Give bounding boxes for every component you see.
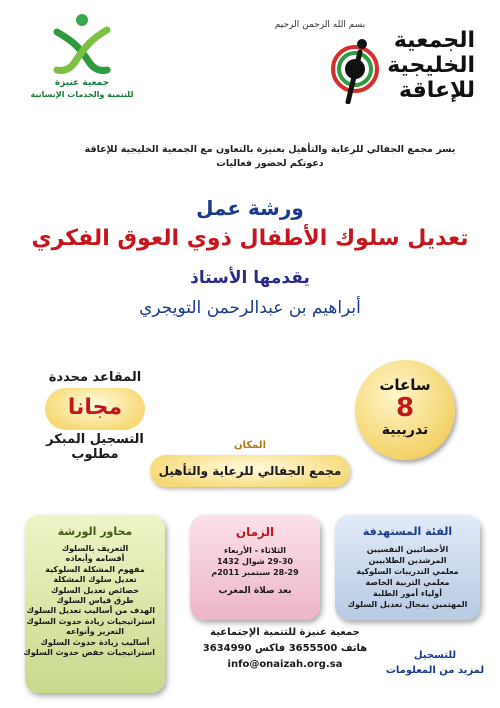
right-logo-line2: الخليجية xyxy=(387,53,475,78)
time-list xyxy=(200,545,310,578)
list-item: مفهوم المشكلة السلوكية xyxy=(45,564,145,574)
list-item: طرق قياس السلوك xyxy=(56,596,134,606)
required-text: مطلوب xyxy=(71,447,119,462)
target-list xyxy=(345,544,470,610)
register-line1: للتسجيل xyxy=(413,650,457,661)
presenter-name: أبراهيم بن عبدالرحمن التويجري xyxy=(139,298,361,318)
list-item: معلمي التربية الخاصة xyxy=(365,578,450,587)
phone-fax: هاتف 3655500 فاكس 3634990 xyxy=(202,643,368,654)
intro-line2: دعوتكم لحضور فعاليات xyxy=(216,158,324,169)
list-item: أقسامه وأبعاده xyxy=(65,554,125,564)
list-item: 28-29 سبتمبر 2011م xyxy=(211,568,299,577)
seats-limited-text: المقاعد محددة xyxy=(48,370,142,385)
topics-list xyxy=(23,544,155,658)
list-item: استراتيجيات زيادة حدوث السلوك xyxy=(26,616,155,626)
workshop-topics-card xyxy=(25,515,165,693)
time-title: الزمان xyxy=(235,525,275,539)
list-item: أولياء أمور الطلبة xyxy=(373,589,442,598)
workshop-title: تعديل سلوك الأطفال ذوي العوق الفكري xyxy=(31,226,469,251)
list-item: المهتمين بمجال تعديل السلوك xyxy=(347,600,468,609)
time-footer: بعد صلاة المغرب xyxy=(218,586,292,596)
list-item: الأخصائيين النفسيين xyxy=(366,545,449,554)
intro-text xyxy=(60,143,480,171)
target-audience-card xyxy=(335,515,480,620)
list-item: تعديل سلوك المشكلة xyxy=(53,575,137,585)
list-item: خصائص تعديل السلوك xyxy=(51,585,139,595)
training-hours-badge xyxy=(355,360,455,460)
green-x-figure-icon xyxy=(49,12,115,74)
bismillah-text: بسم الله الرحمن الرحيم xyxy=(274,20,366,30)
gulf-disability-emblem-icon xyxy=(330,34,380,104)
list-item: 29-30 شوال 1432 xyxy=(217,557,293,566)
right-logo-line1: الجمعية xyxy=(393,28,475,53)
right-logo-line3: للإعاقة xyxy=(398,78,475,103)
time-card xyxy=(190,515,320,620)
onaizah-society-logo xyxy=(22,12,142,117)
place-label: المكان xyxy=(234,440,266,451)
gulf-disability-logo xyxy=(330,28,475,118)
left-logo-line1: جمعية عنيزة xyxy=(54,78,110,88)
list-item: معلمي التدريبات السلوكية xyxy=(356,567,459,576)
register-line2: لمزيد من المعلومات xyxy=(385,665,485,676)
workshop-label: ورشة عمل xyxy=(196,196,304,220)
presenter-label: يقدمها الأستاذ xyxy=(190,268,310,288)
intro-line1: يسر مجمع الجفالي للرعاية والتأهيل بعنيزة بالتعاون مع الجمعية الخليجية للإعاقة xyxy=(84,144,456,155)
free-badge: مجانا xyxy=(45,388,145,430)
right-logo-text xyxy=(380,28,475,103)
list-item: الهدف من أساليب تعديل السلوك xyxy=(26,606,155,616)
list-item: التعزيز وأنواعه xyxy=(65,627,125,637)
target-title: الفئة المستهدفة xyxy=(362,525,453,538)
hours-number: 8 xyxy=(395,393,415,423)
list-item: المرشدين الطلابيين xyxy=(368,556,447,565)
contact-block xyxy=(200,625,370,673)
left-logo-line2: للتنمية والخدمات الإنسانية xyxy=(30,90,134,99)
topics-title: محاور الورشة xyxy=(57,525,133,538)
hours-label: ساعات xyxy=(379,376,431,394)
registration-note xyxy=(385,648,485,678)
hours-suffix: تدريبية xyxy=(381,422,429,438)
list-item: التعريف بالسلوك xyxy=(61,544,129,553)
list-item: استراتيجيات خفض حدوث السلوك xyxy=(23,648,155,658)
seats-info xyxy=(20,370,170,462)
list-item: الثلاثاء - الأربعاء xyxy=(224,546,286,555)
email-link[interactable]: info@onaizah.org.sa xyxy=(227,659,343,670)
place-value: مجمع الجفالي للرعاية والتأهيل xyxy=(150,455,350,487)
list-item: أساليب زيادة حدوث السلوك xyxy=(40,637,150,647)
early-registration-text: التسجيل المبكر xyxy=(46,432,144,447)
org-name: جمعية عنيزة للتنمية الإجتماعية xyxy=(210,627,360,638)
